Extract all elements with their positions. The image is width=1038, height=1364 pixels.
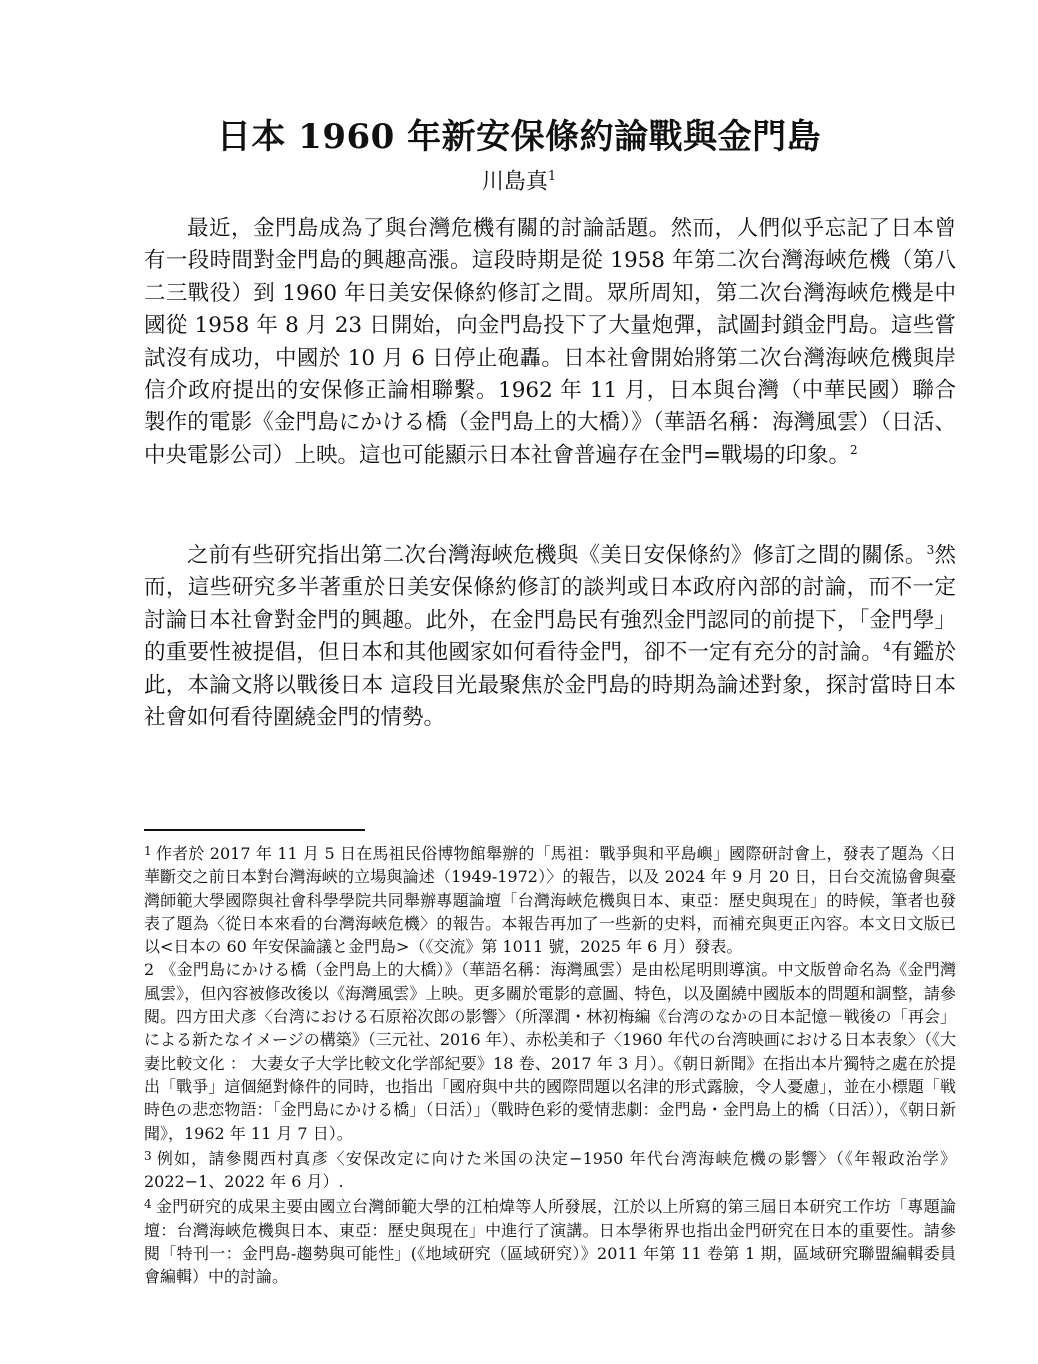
footnote-text: 《金門島にかける橋（金門島上的大橋）》（華語名稱：海灣風雲）是由松尾明則導演。中文版曾命名為《金門灣風雲》，但內容被修改後以《海灣風雲》上映。更多關於電影的意圖、特色，以及圍繞中國版本的問題和調整，請參閱。四方田犬彥〈台湾における石原裕次郎の影響〉（所澤潤・林初梅編《台湾のなかの日本記憶－戦後の「再会」による新たなイメージの構築》（三元社、2016 年）、赤松美和子〈1960 年代の台湾映画における日本表象〉（《大妻比較文化 ： 大妻女子大学比較文化学部紀要》18 卷、2017 年 3 月）。《朝日新聞》在指出本片獨特之處在於提出「戰爭」這個絕對條件的同時，也指出「國府與中共的國際問題以名津的形式露臉，令人憂慮」，並在小標題「戦時色の悲恋物語：「金門島にかける橋」（日活）」（戰時色彩的愛情悲劇：金門島・金門島上的橋（日活）），《朝日新聞》，1962 年 11 月 7 日）。 xyxy=(144,960,956,1143)
footnote-4 xyxy=(144,1193,956,1288)
footnote-2 xyxy=(144,958,956,1144)
author-line xyxy=(0,162,1038,197)
footnote-ref-4[interactable]: 4 xyxy=(883,640,891,655)
footnote-number: 1 xyxy=(144,844,152,858)
page-title: 日本 1960 年新安保條約論戰與金門島 xyxy=(216,116,822,157)
footnote-number: 4 xyxy=(144,1197,152,1212)
footnote-number: 2 xyxy=(144,960,155,980)
body-paragraph-2 xyxy=(144,540,956,734)
footnote-1 xyxy=(144,840,956,958)
author-footnote-ref[interactable]: 1 xyxy=(547,169,557,184)
footnote-3 xyxy=(144,1145,956,1194)
footnote-separator xyxy=(144,829,365,831)
paragraph-1-text: 最近，金門島成為了與台灣危機有關的討論話題。然而，人們似乎忘記了日本曾有一段時間對金門島的興趣高漲。這段時期是從 1958 年第二次台灣海峽危機（第八二三戰役）到 1960 年日美安保條約修訂之間。眾所周知，第二次台灣海峽危機是中國從 1958 年 8 月 23 日開始，向金門島投下了大量炮彈，試圖封鎖金門島。這些嘗試沒有成功，中國於 10 月 6 日停止砲轟。日本社會開始將第二次台灣海峽危機與岸信介政府提出的安保修正論相聯繫。1962 年 11 月，日本與台灣（中華民國）聯合製作的電影《金門島にかける橋（金門島上的大橋）》（華語名稱：海灣風雲）（日活、中央電影公司）上映。這也可能顯示日本社會普遍存在金門=戰場的印象。 xyxy=(144,216,956,468)
body-paragraph-1 xyxy=(144,213,956,472)
paragraph-2-text-c: 有鑑於此，本論文將以戰後日本 這段目光最聚焦於金門島的時期為論述對象，探討當時日本社會如何看待圍繞金門的情勢。 xyxy=(144,640,956,731)
footnote-ref-2[interactable]: 2 xyxy=(850,442,858,457)
paragraph-2-text-a: 之前有些研究指出第二次台灣海峽危機與《美日安保條約》修訂之間的關係。 xyxy=(187,543,927,568)
footnote-ref-3[interactable]: 3 xyxy=(926,542,935,557)
paragraph-2-text-b: 然而，這些研究多半著重於日美安保條約修訂的談判或日本政府內部的討論，而不一定討論日本社會對金門的興趣。此外，在金門島民有強烈金門認同的前提下，「金門學」的重要性被提倡，但日本和其他國家如何看待金門，卻不一定有充分的討論。 xyxy=(144,543,956,666)
footnote-number: 3 xyxy=(144,1148,152,1163)
author-name: 川島真 xyxy=(481,169,548,195)
footnote-text: 例如，請參閱西村真彥〈安保改定に向けた米国の決定−1950 年代台湾海峡危機の影響〉（《年報政治学》2022−1、2022 年 6 月）. xyxy=(144,1148,956,1192)
footnote-text: 作者於 2017 年 11 月 5 日在馬祖民俗博物館舉辦的「馬祖：戰爭與和平島嶼」國際研討會上，發表了題為〈日華斷交之前日本對台灣海峽的立場與論述（1949-1972）〉的報告，以及 2024 年 9 月 20 日，日台交流協會與臺灣師範大學國際與社會科學學院共同舉辦專題論壇「台灣海峽危機與日本、東亞：歷史與現在」的時候，筆者也發表了題為〈從日本來看的台灣海峽危機〉的報告。本報告再加了一些新的史料，而補充與更正內容。本文日文版已以<日本の 60 年安保論議と金門島>（《交流》第 1011 號，2025 年 6 月）發表。 xyxy=(144,844,956,957)
footnote-text: 金門研究的成果主要由國立台灣師範大學的江柏煒等人所發展，江於以上所寫的第三屆日本研究工作坊「專題論壇：台灣海峽危機與日本、東亞：歷史與現在」中進行了演講。日本學術界也指出金門研究在日本的重要性。請參閱「特刊一：金門島-趨勢與可能性」(《地域研究（區域研究）》2011 年第 11 卷第 1 期，區域研究聯盟編輯委員會編輯）中的討論。 xyxy=(144,1197,956,1287)
footnotes xyxy=(144,840,956,1289)
